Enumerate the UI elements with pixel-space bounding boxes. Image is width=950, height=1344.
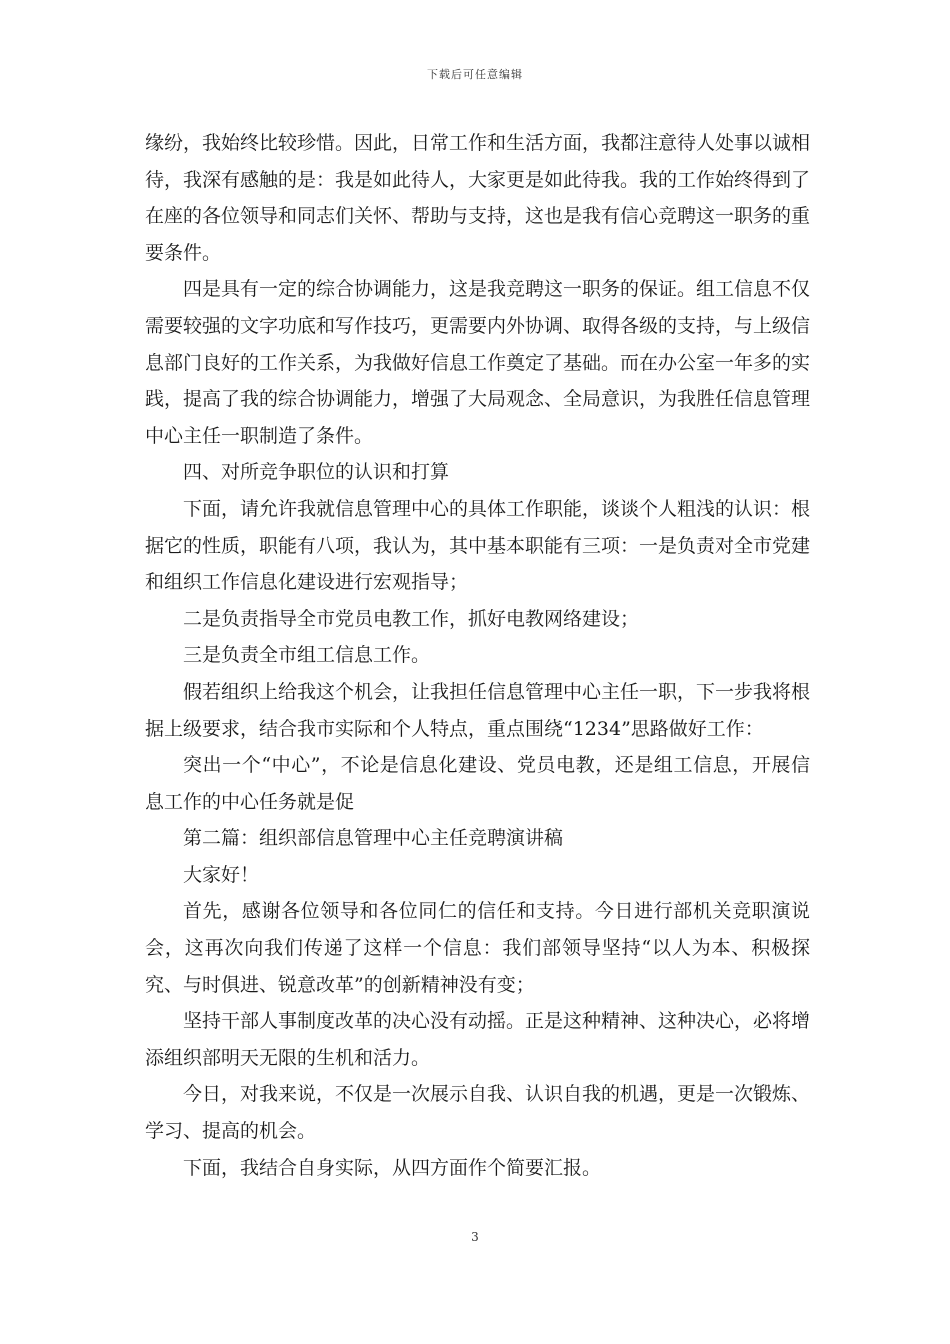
paragraph: 下面，请允许我就信息管理中心的具体工作职能，谈谈个人粗浅的认识：根据它的性质，职能有八项，我认为，其中基本职能有三项：一是负责对全市党建和组织工作信息化建设进行宏观指导； xyxy=(145,497,811,594)
document-body xyxy=(145,125,810,1186)
paragraph: 坚持干部人事制度改革的决心没有动摇。正是这种精神、这种决心，必将增添组织部明天无限的生机和活力。 xyxy=(145,1010,811,1069)
chapter-title: 第二篇：组织部信息管理中心主任竞聘演讲稿 xyxy=(183,827,564,850)
paragraph: 今日，对我来说，不仅是一次展示自我、认识自我的机遇，更是一次锻炼、学习、提高的机会。 xyxy=(145,1083,811,1143)
section-heading: 四、对所竞争职位的认识和打算 xyxy=(183,461,450,484)
paragraph: 四是具有一定的综合协调能力，这是我竞聘这一职务的保证。组工信息不仅需要较强的文字功底和写作技巧，更需要内外协调、取得各级的支持，与上级信息部门良好的工作关系，为我做好信息工作奠定了基础。而在办公室一年多的实践，提高了我的综合协调能力，增强了大局观念、全局意识，为我胜任信息管理中心主任一职制造了条件。 xyxy=(145,278,811,447)
paragraph: 假若组织上给我这个机会，让我担任信息管理中心主任一职，下一步我将根据上级要求，结合我市实际和个人特点，重点围绕“1234”思路做好工作： xyxy=(145,680,811,740)
paragraph: 二是负责指导全市党员电教工作，抓好电教网络建设； xyxy=(183,607,640,630)
paragraph: 首先，感谢各位领导和各位同仁的信任和支持。今日进行部机关竞职演说会，这再次向我们传递了这样一个信息：我们部领导坚持“以人为本、积极探究、与时俱进、锐意改革”的创新精神没有变； xyxy=(145,900,810,996)
paragraph: 突出一个“中心”，不论是信息化建设、党员电教，还是组工信息，开展信息工作的中心任务就是促 xyxy=(145,754,810,813)
greeting: 大家好！ xyxy=(183,863,260,886)
paragraph: 三是负责全市组工信息工作。 xyxy=(183,644,431,667)
page-number: 3 xyxy=(471,1230,479,1244)
paragraph: 缘纷，我始终比较珍惜。因此，日常工作和生活方面，我都注意待人处事以诚相待，我深有感触的是：我是如此待人，大家更是如此待我。我的工作始终得到了在座的各位领导和同志们关怀、帮助与支持，这也是我有信心竞聘这一职务的重要条件。 xyxy=(145,132,811,264)
page-header: 下载后可任意编辑 xyxy=(427,68,523,81)
paragraph: 下面，我结合自身实际，从四方面作个简要汇报。 xyxy=(183,1156,602,1179)
